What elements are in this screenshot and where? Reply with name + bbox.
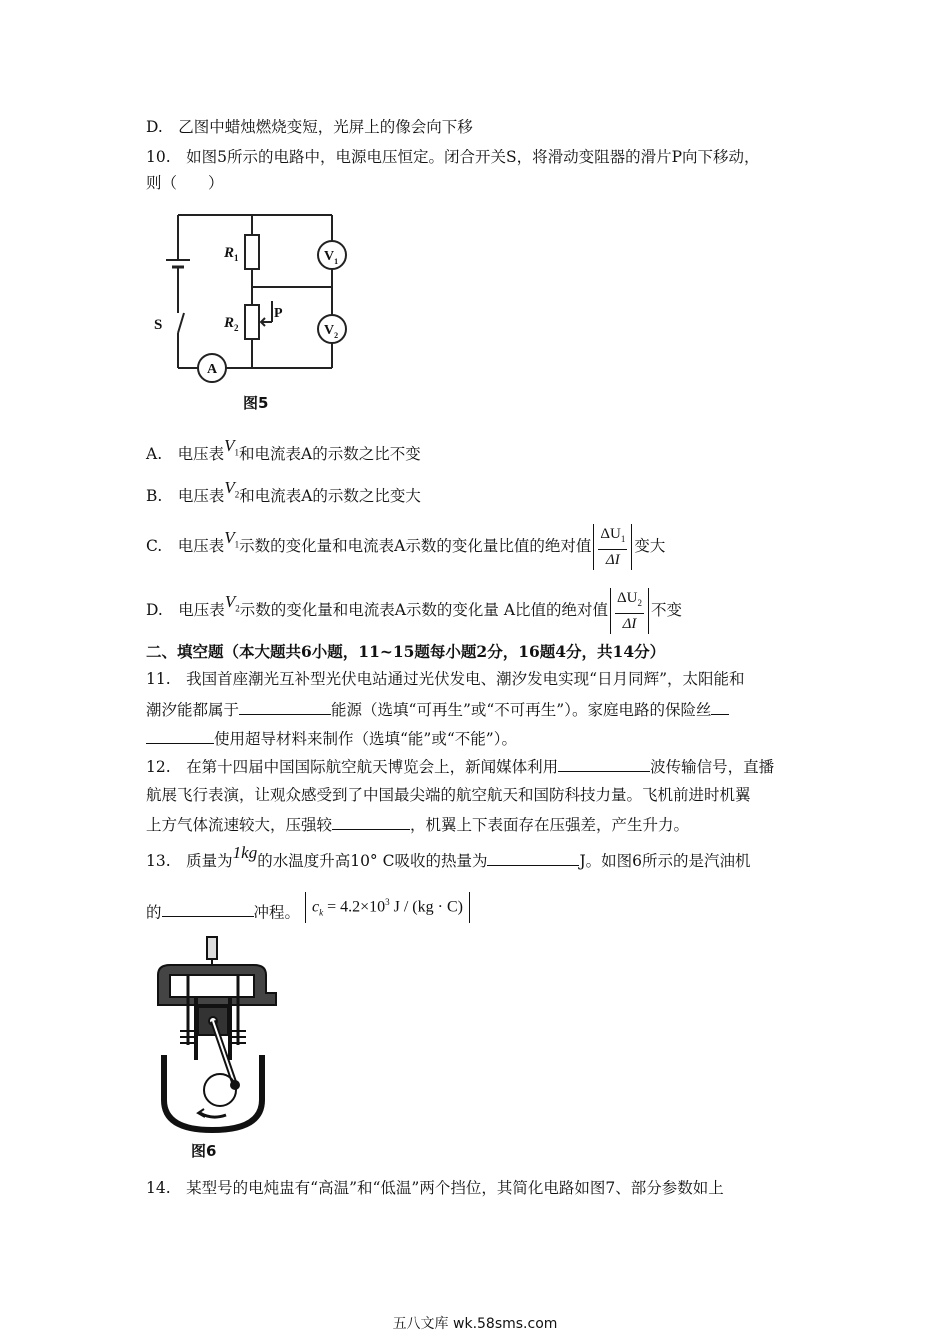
q10-option-c: C. 电压表$V_1$示数的变化量和电流表A示数的变化量比值的绝对值 $\frac{\Delta U_1}{\Delta I}$ 变大 bbox=[146, 526, 666, 568]
engine-diagram-figure6 bbox=[150, 935, 285, 1140]
q10-stem-line2: 则（ ） bbox=[146, 174, 224, 192]
q13-line2: 的 冲程。 $c_k = 4.2\times 10^3$ J / (kg · C) bbox=[146, 898, 470, 929]
q13-blank1[interactable] bbox=[487, 850, 579, 866]
q10-option-a: A. 电压表$V_1$和电流表A的示数之比不变 bbox=[146, 436, 421, 463]
q11-line1: 11. 我国首座潮光互补型光伏电站通过光伏发电、潮汐发电实现“日月同辉”，太阳能和 bbox=[146, 670, 745, 688]
spark-plug bbox=[207, 937, 217, 959]
q12-line3: 上方气体流速较大，压强较 ，机翼上下表面存在压强差，产生升力。 bbox=[146, 816, 690, 834]
resistor-r2 bbox=[245, 305, 259, 339]
q11-blank2[interactable] bbox=[146, 728, 214, 744]
svg-text:V1: $V_1$ bbox=[324, 249, 339, 266]
section2-heading: 二、填空题（本大题共6小题，11~15题每小题2分，16题4分，共14分） bbox=[146, 642, 666, 661]
q9-option-d: D. 乙图中蜡烛燃烧变短，光屏上的像会向下移 bbox=[146, 118, 473, 136]
switch-s bbox=[178, 313, 184, 333]
q11-line3: 使用超导材料来制作（选填“能”或“不能”）。 bbox=[146, 728, 517, 749]
q12-blank1[interactable] bbox=[558, 756, 650, 772]
q12-blank2[interactable] bbox=[332, 814, 410, 830]
svg-text:P: P bbox=[274, 306, 283, 321]
figure5-caption: 图5 bbox=[243, 394, 269, 412]
abs-fraction-du2-di: $\frac{\Delta U_2}{\Delta I}$ bbox=[610, 588, 649, 634]
q13-line1: 13. 质量为1kg的水温度升高10° C吸收的热量为 J。如图6所示的是汽油机 bbox=[146, 843, 751, 870]
footer-watermark: 五八文库 wk.58sms.com bbox=[392, 1316, 558, 1332]
abs-fraction-du1-di: $\frac{\Delta U_1}{\Delta I}$ bbox=[593, 524, 632, 570]
resistor-r1 bbox=[245, 235, 259, 269]
q13-blank2[interactable] bbox=[162, 901, 254, 917]
svg-text:V2: $V_2$ bbox=[324, 323, 339, 340]
q11-blank1[interactable] bbox=[239, 699, 331, 715]
svg-text:S: S bbox=[154, 317, 163, 333]
crankshaft bbox=[204, 1074, 236, 1106]
q11-blank2-start[interactable] bbox=[711, 699, 729, 715]
q12-line2: 航展飞行表演，让观众感受到了中国最尖端的航空航天和国防科技力量。飞机前进时机翼 bbox=[146, 786, 751, 804]
specific-heat-formula: $c_k = 4.2\times 10^3$ J / (kg · C) bbox=[305, 892, 470, 923]
q12-line1: 12. 在第十四届中国国际航空航天博览会上，新闻媒体利用 波传输信号，直播 bbox=[146, 758, 775, 776]
svg-text:R2: $R_2$ bbox=[224, 315, 239, 333]
q10-stem-line1: 10. 如图5所示的电路中，电源电压恒定。闭合开关S，将滑动变阻器的滑片P向下移动， bbox=[146, 148, 760, 166]
q10-option-b: B. 电压表$V_2$和电流表A的示数之比变大 bbox=[146, 478, 421, 505]
q11-line2: 潮汐能都属于 能源（选填“可再生”或“不可再生”）。家庭电路的保险丝 bbox=[146, 699, 729, 720]
circuit-diagram-figure5 bbox=[150, 205, 360, 385]
q14-line1: 14. 某型号的电炖盅有“高温”和“低温”两个挡位，其简化电路如图7、部分参数如上 bbox=[146, 1179, 724, 1197]
mass-value: 1kg bbox=[232, 843, 258, 862]
figure6-caption: 图6 bbox=[191, 1142, 217, 1160]
svg-text:A: A bbox=[207, 362, 218, 377]
q10-option-d: D. 电压表$V_2$示数的变化量和电流表A示数的变化量 A比值的绝对值 $\frac{\Delta U_2}{\Delta I}$ 不变 bbox=[146, 590, 683, 632]
crankcase bbox=[164, 1055, 262, 1130]
svg-text:R1: $R_1$ bbox=[224, 245, 239, 263]
